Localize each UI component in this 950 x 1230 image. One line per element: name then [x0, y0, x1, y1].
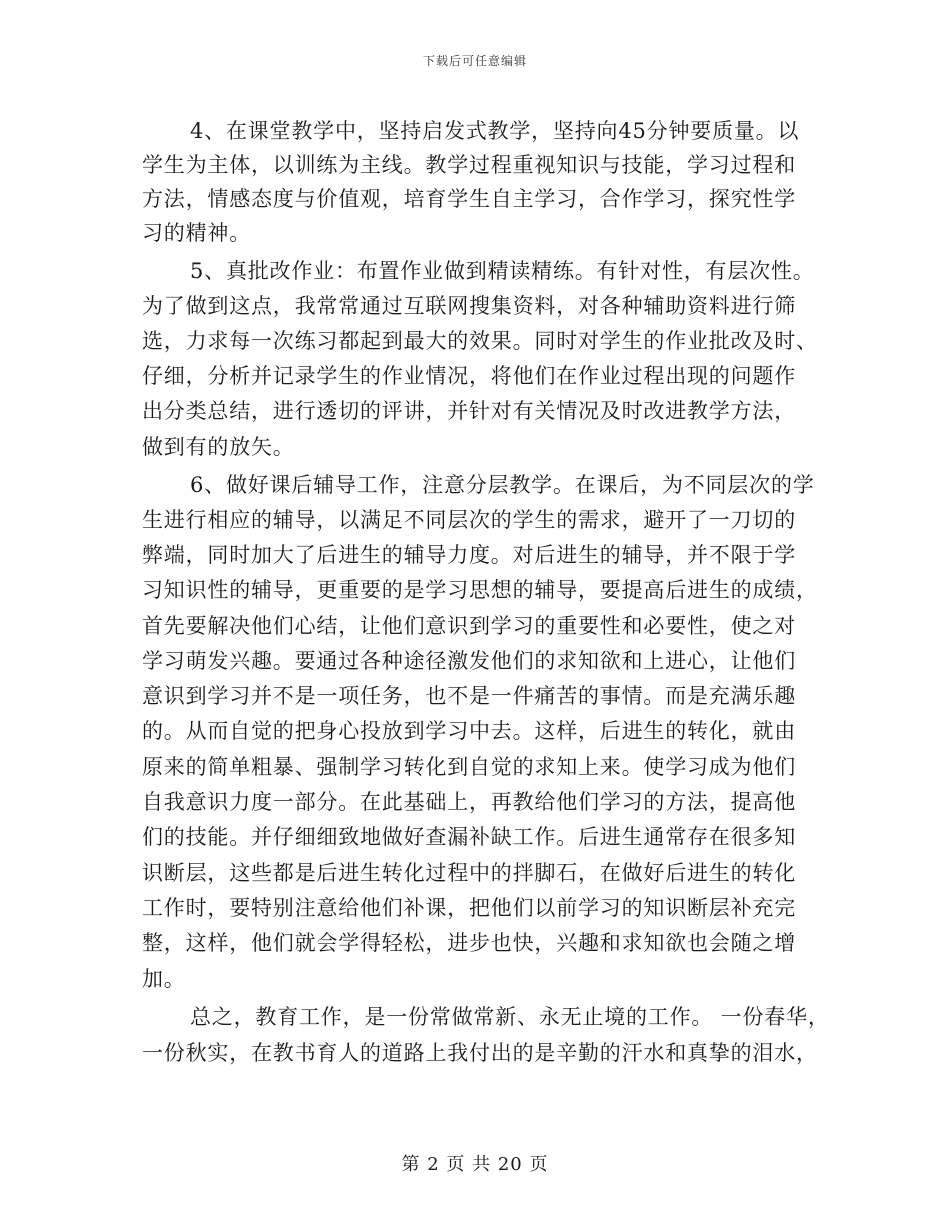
text-line: 自我意识力度一部分。在此基础上，再教给他们学习的方法，提高他 [142, 790, 796, 814]
text-line: 习的精神。 [142, 221, 251, 245]
text-line: 做到有的放矢。 [142, 435, 295, 459]
text-line: 意识到学习并不是一项任务，也不是一件痛苦的事情。而是充满乐趣 [142, 684, 796, 708]
page-footer: 第 2 页 共 20 页 [401, 1154, 549, 1175]
text-line: 的。从而自觉的把身心投放到学习中去。这样，后进生的转化，就由 [142, 719, 796, 743]
text-line: 学习萌发兴趣。要通过各种途径激发他们的求知欲和上进心，让他们 [142, 649, 796, 673]
text-line: 生进行相应的辅导，以满足不同层次的学生的需求，避开了一刀切的 [142, 508, 796, 532]
text-line: 们的技能。并仔细细致地做好查漏补缺工作。后进生通常存在很多知 [142, 825, 796, 849]
text-line: 选，力求每一次练习都起到最大的效果。同时对学生的作业批改及时、 [142, 329, 818, 353]
text-line: 4、在课堂教学中，坚持启发式教学，坚持向45分钟要质量。以 [190, 119, 800, 143]
page-header: 下载后可任意编辑 [422, 54, 527, 68]
text-line: 5、真批改作业：布置作业做到精读精练。有针对性，有层次性。 [190, 259, 815, 283]
text-line: 学生为主体，以训练为主线。教学过程重视知识与技能，学习过程和 [142, 153, 796, 177]
text-line: 弊端，同时加大了后进生的辅导力度。对后进生的辅导，并不限于学 [142, 543, 796, 567]
text-line: 出分类总结，进行透切的评讲，并针对有关情况及时改进教学方法， [142, 399, 796, 423]
text-line: 原来的简单粗暴、强制学习转化到自觉的求知上来。使学习成为他们 [142, 755, 796, 779]
text-line: 总之，教育工作，是一份常做常新、永无止境的工作。 一份春华， [190, 1005, 830, 1029]
text-line: 为了做到这点，我常常通过互联网搜集资料，对各种辅助资料进行筛 [142, 294, 796, 318]
text-line: 加。 [142, 967, 186, 991]
text-line: 一份秋实，在教书育人的道路上我付出的是辛勤的汗水和真挚的泪水， [142, 1041, 818, 1065]
text-line: 仔细，分析并记录学生的作业情况，将他们在作业过程出现的问题作 [142, 364, 796, 388]
text-line: 整，这样，他们就会学得轻松，进步也快，兴趣和求知欲也会随之增 [142, 931, 796, 955]
text-line: 首先要解决他们心结，让他们意识到学习的重要性和必要性，使之对 [142, 614, 796, 638]
text-line: 6、做好课后辅导工作，注意分层教学。在课后，为不同层次的学 [190, 473, 815, 497]
text-line: 方法，情感态度与价值观，培育学生自主学习，合作学习，探究性学 [142, 187, 796, 211]
text-line: 工作时，要特别注意给他们补课，把他们以前学习的知识断层补充完 [142, 896, 796, 920]
text-line: 习知识性的辅导，更重要的是学习思想的辅导，要提高后进生的成绩， [142, 578, 818, 602]
text-line: 识断层，这些都是后进生转化过程中的拌脚石，在做好后进生的转化 [142, 861, 796, 885]
